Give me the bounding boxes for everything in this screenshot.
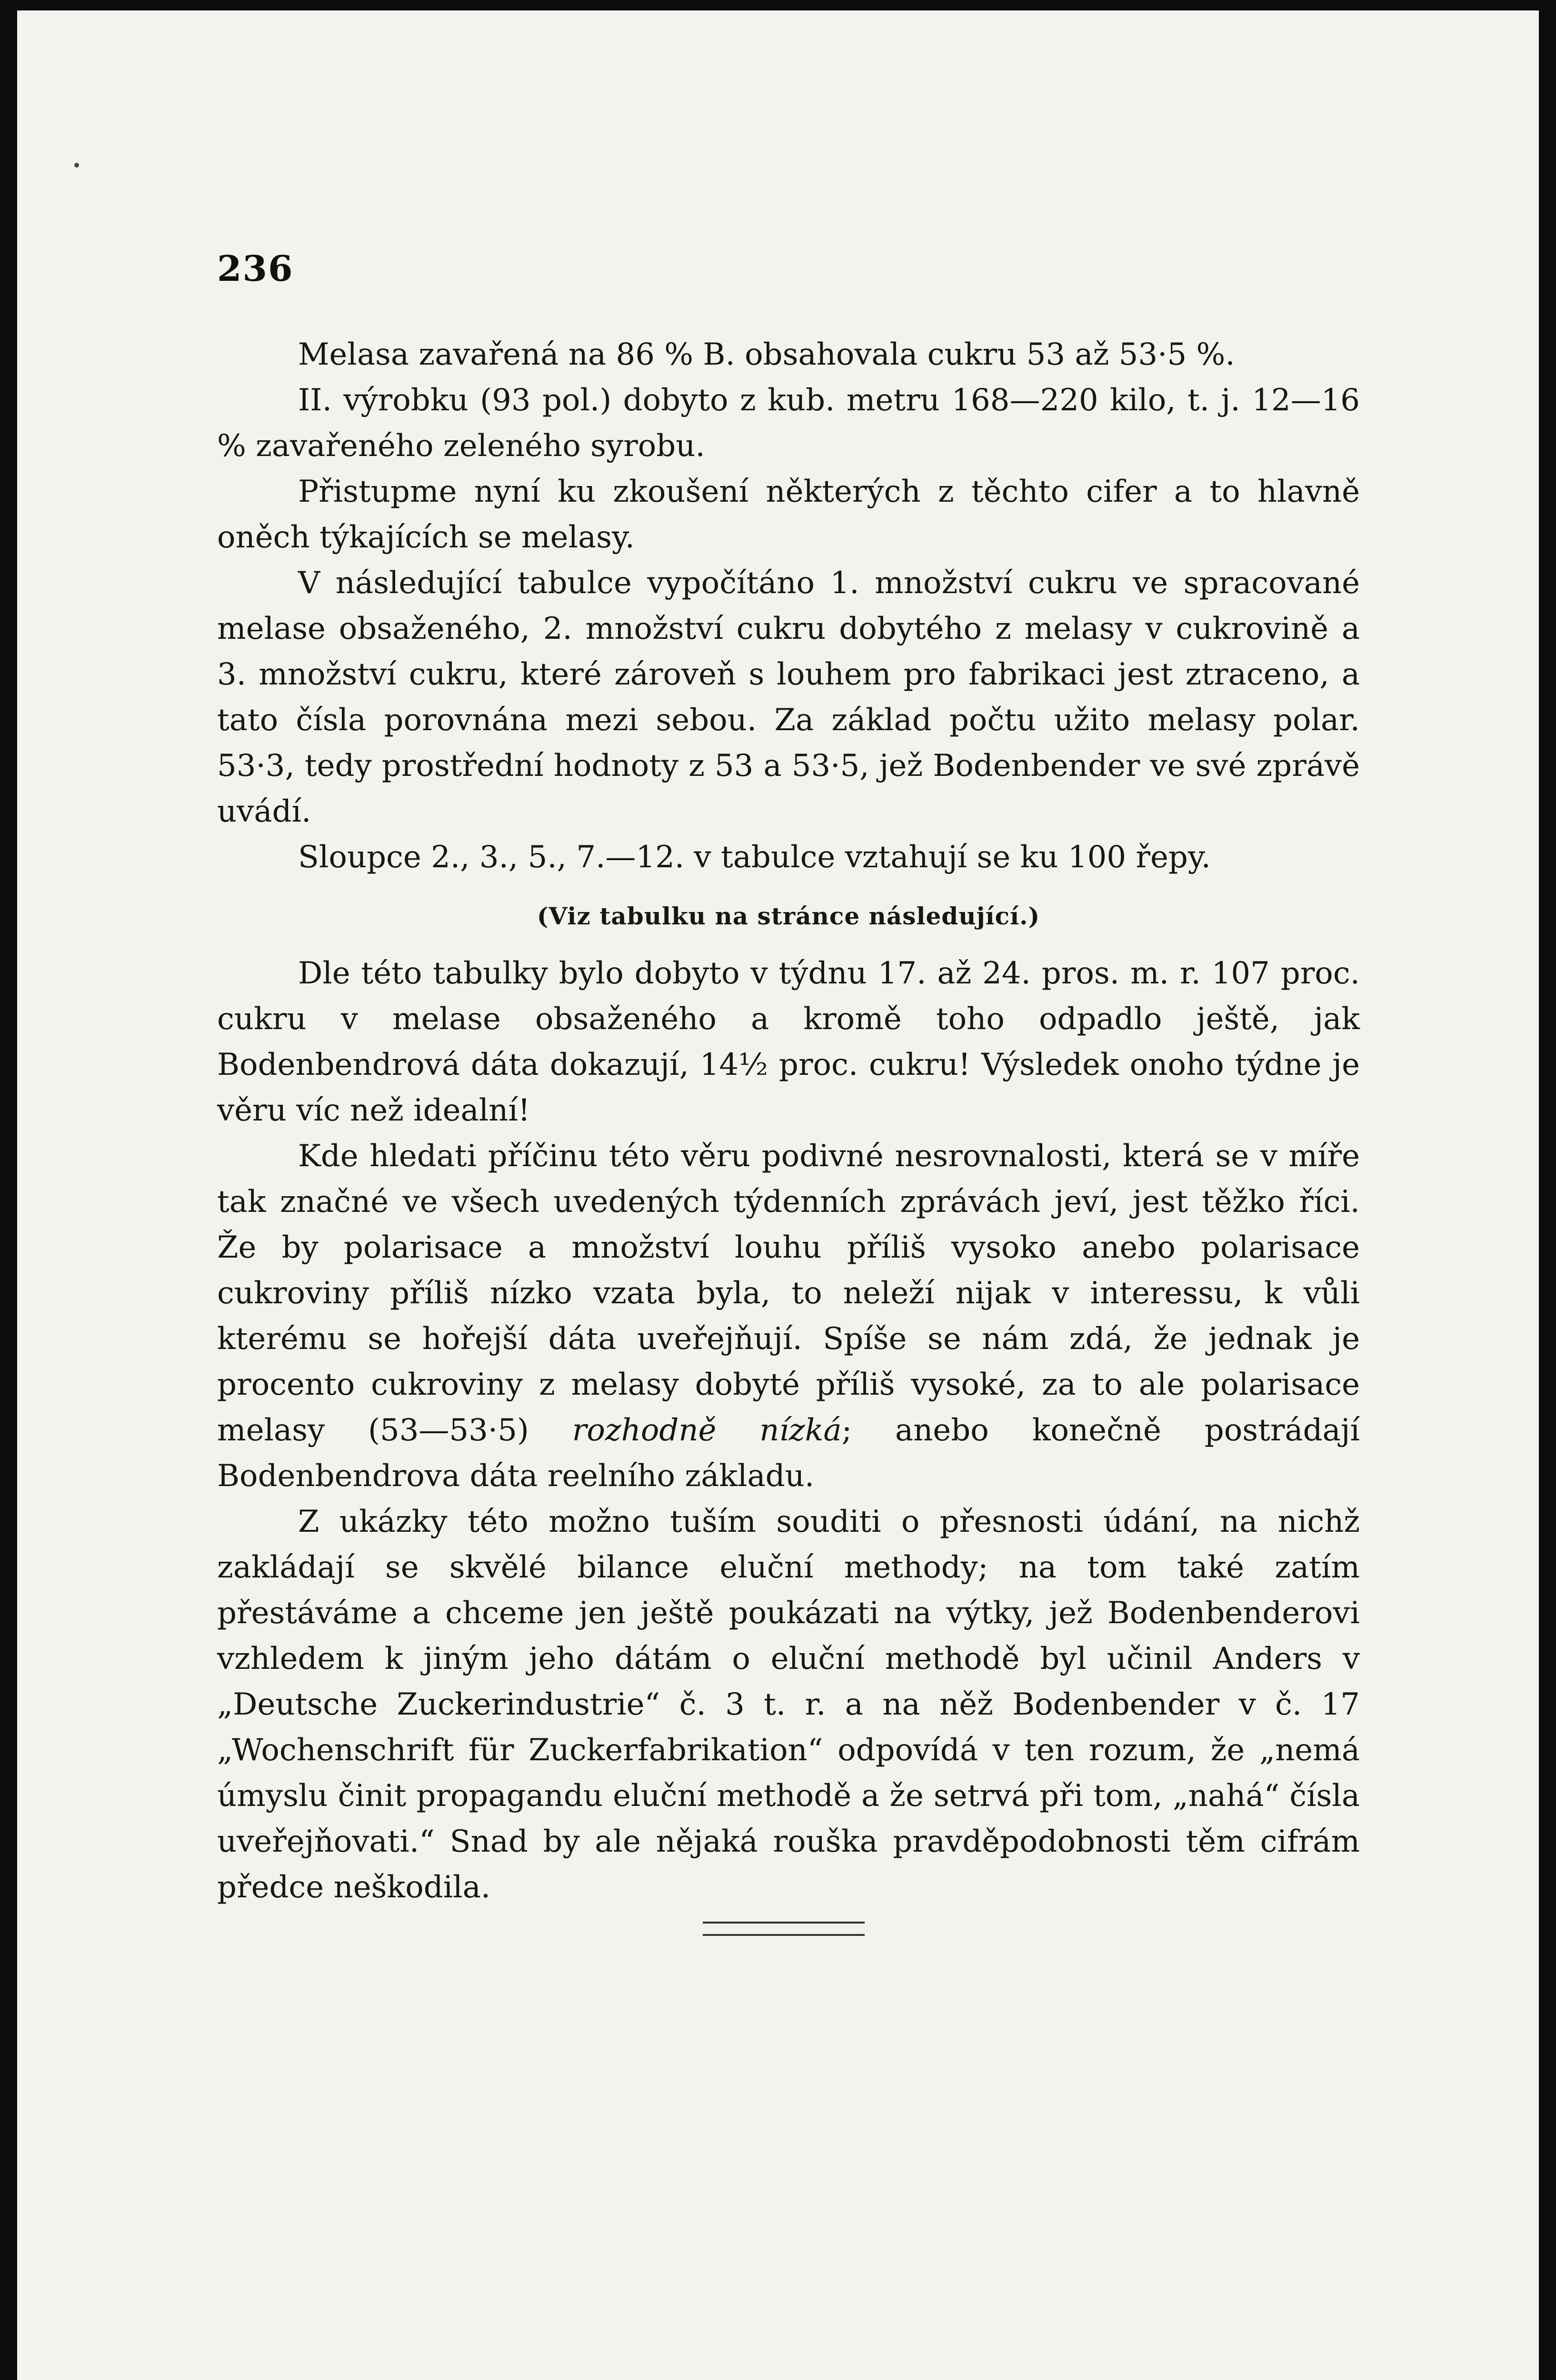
page-number: 236	[217, 248, 294, 289]
scan-speck	[74, 163, 79, 168]
paragraph-1: Melasa zavařená na 86 % B. obsahovala cukru 53 až 53·5 %.	[298, 337, 1235, 372]
paragraph-7-italic: rozhodně nízká	[572, 1413, 842, 1448]
paragraph-4: V následující tabulce vypočítáno 1. množství cukru ve spracované melase obsaženého, 2. množství cukru dobytého z melasy v cukrovině a 3. množství cukru, které zároveň s louhem pro fabrikaci jest ztraceno, a tato čísla porovnána mezi sebou. Za základ počtu užito melasy polar. 53·3, tedy prostřední hodnoty z 53 a 53·5, jež Bodenbender ve své zprávě uvádí.	[217, 565, 1360, 829]
body-text	[217, 332, 1360, 1910]
document-page	[17, 10, 1539, 2380]
paragraph-5: Sloupce 2., 3., 5., 7.—12. v tabulce vztahují se ku 100 řepy.	[298, 840, 1211, 875]
paragraph-3: Přistupme nyní ku zkoušení některých z těchto cifer a to hlavně oněch týkajících se melasy.	[217, 474, 1360, 555]
closing-double-rule	[703, 1922, 865, 1936]
paragraph-7-start: Kde hledati příčinu této věru podivné nesrovnalosti, která se v míře tak značné ve všech uvedených týdenních zprávách jeví, jest těžko říci. Že by polarisace a množství louhu příliš vysoko anebo polarisace cukroviny příliš nízko vzata byla, to neleží nijak v interessu, k vůli kterému se hořejší dáta uveřejňují. Spíše se nám zdá, že jednak je procento cukroviny z melasy dobyté příliš vysoké, za to ale polarisace melasy (53—53·5)	[217, 1139, 1360, 1448]
paragraph-2: II. výrobku (93 pol.) dobyto z kub. metru 168—220 kilo, t. j. 12—16 % zavařeného zeleného syrobu.	[217, 383, 1360, 464]
paragraph-7	[217, 1133, 1360, 1499]
paragraph-8: Z ukázky této možno tuším souditi o přesnosti údání, na nichž zakládají se skvělé bilance eluční methody; na tom také zatím přestáváme a chceme jen ještě poukázati na výtky, jež Bodenbenderovi vzhledem k jiným jeho dátám o eluční methodě byl učinil Anders v „Deutsche Zuckerindustrie“ č. 3 t. r. a na něž Bodenbender v č. 17 „Wochenschrift für Zuckerfabrikation“ odpovídá v ten rozum, že „nemá úmyslu činit propagandu eluční methodě a že setrvá při tom, „nahá“ čísla uveřejňovati.“ Snad by ale nějaká rouška pravděpodobnosti těm cifrám předce neškodila.	[217, 1504, 1360, 1905]
table-reference-note: (Viz tabulku na stránce následující.)	[537, 902, 1040, 930]
paragraph-6: Dle této tabulky bylo dobyto v týdnu 17. až 24. pros. m. r. 107 proc. cukru v melase obsaženého a kromě toho odpadlo ještě, jak Bodenbendrová dáta dokazují, 14½ proc. cukru! Výsledek onoho týdne je věru víc než idealní!	[217, 956, 1360, 1128]
paragraph-7-end: ; anebo konečně postrádají Bodenbendrova dáta reelního základu.	[217, 1413, 1360, 1494]
